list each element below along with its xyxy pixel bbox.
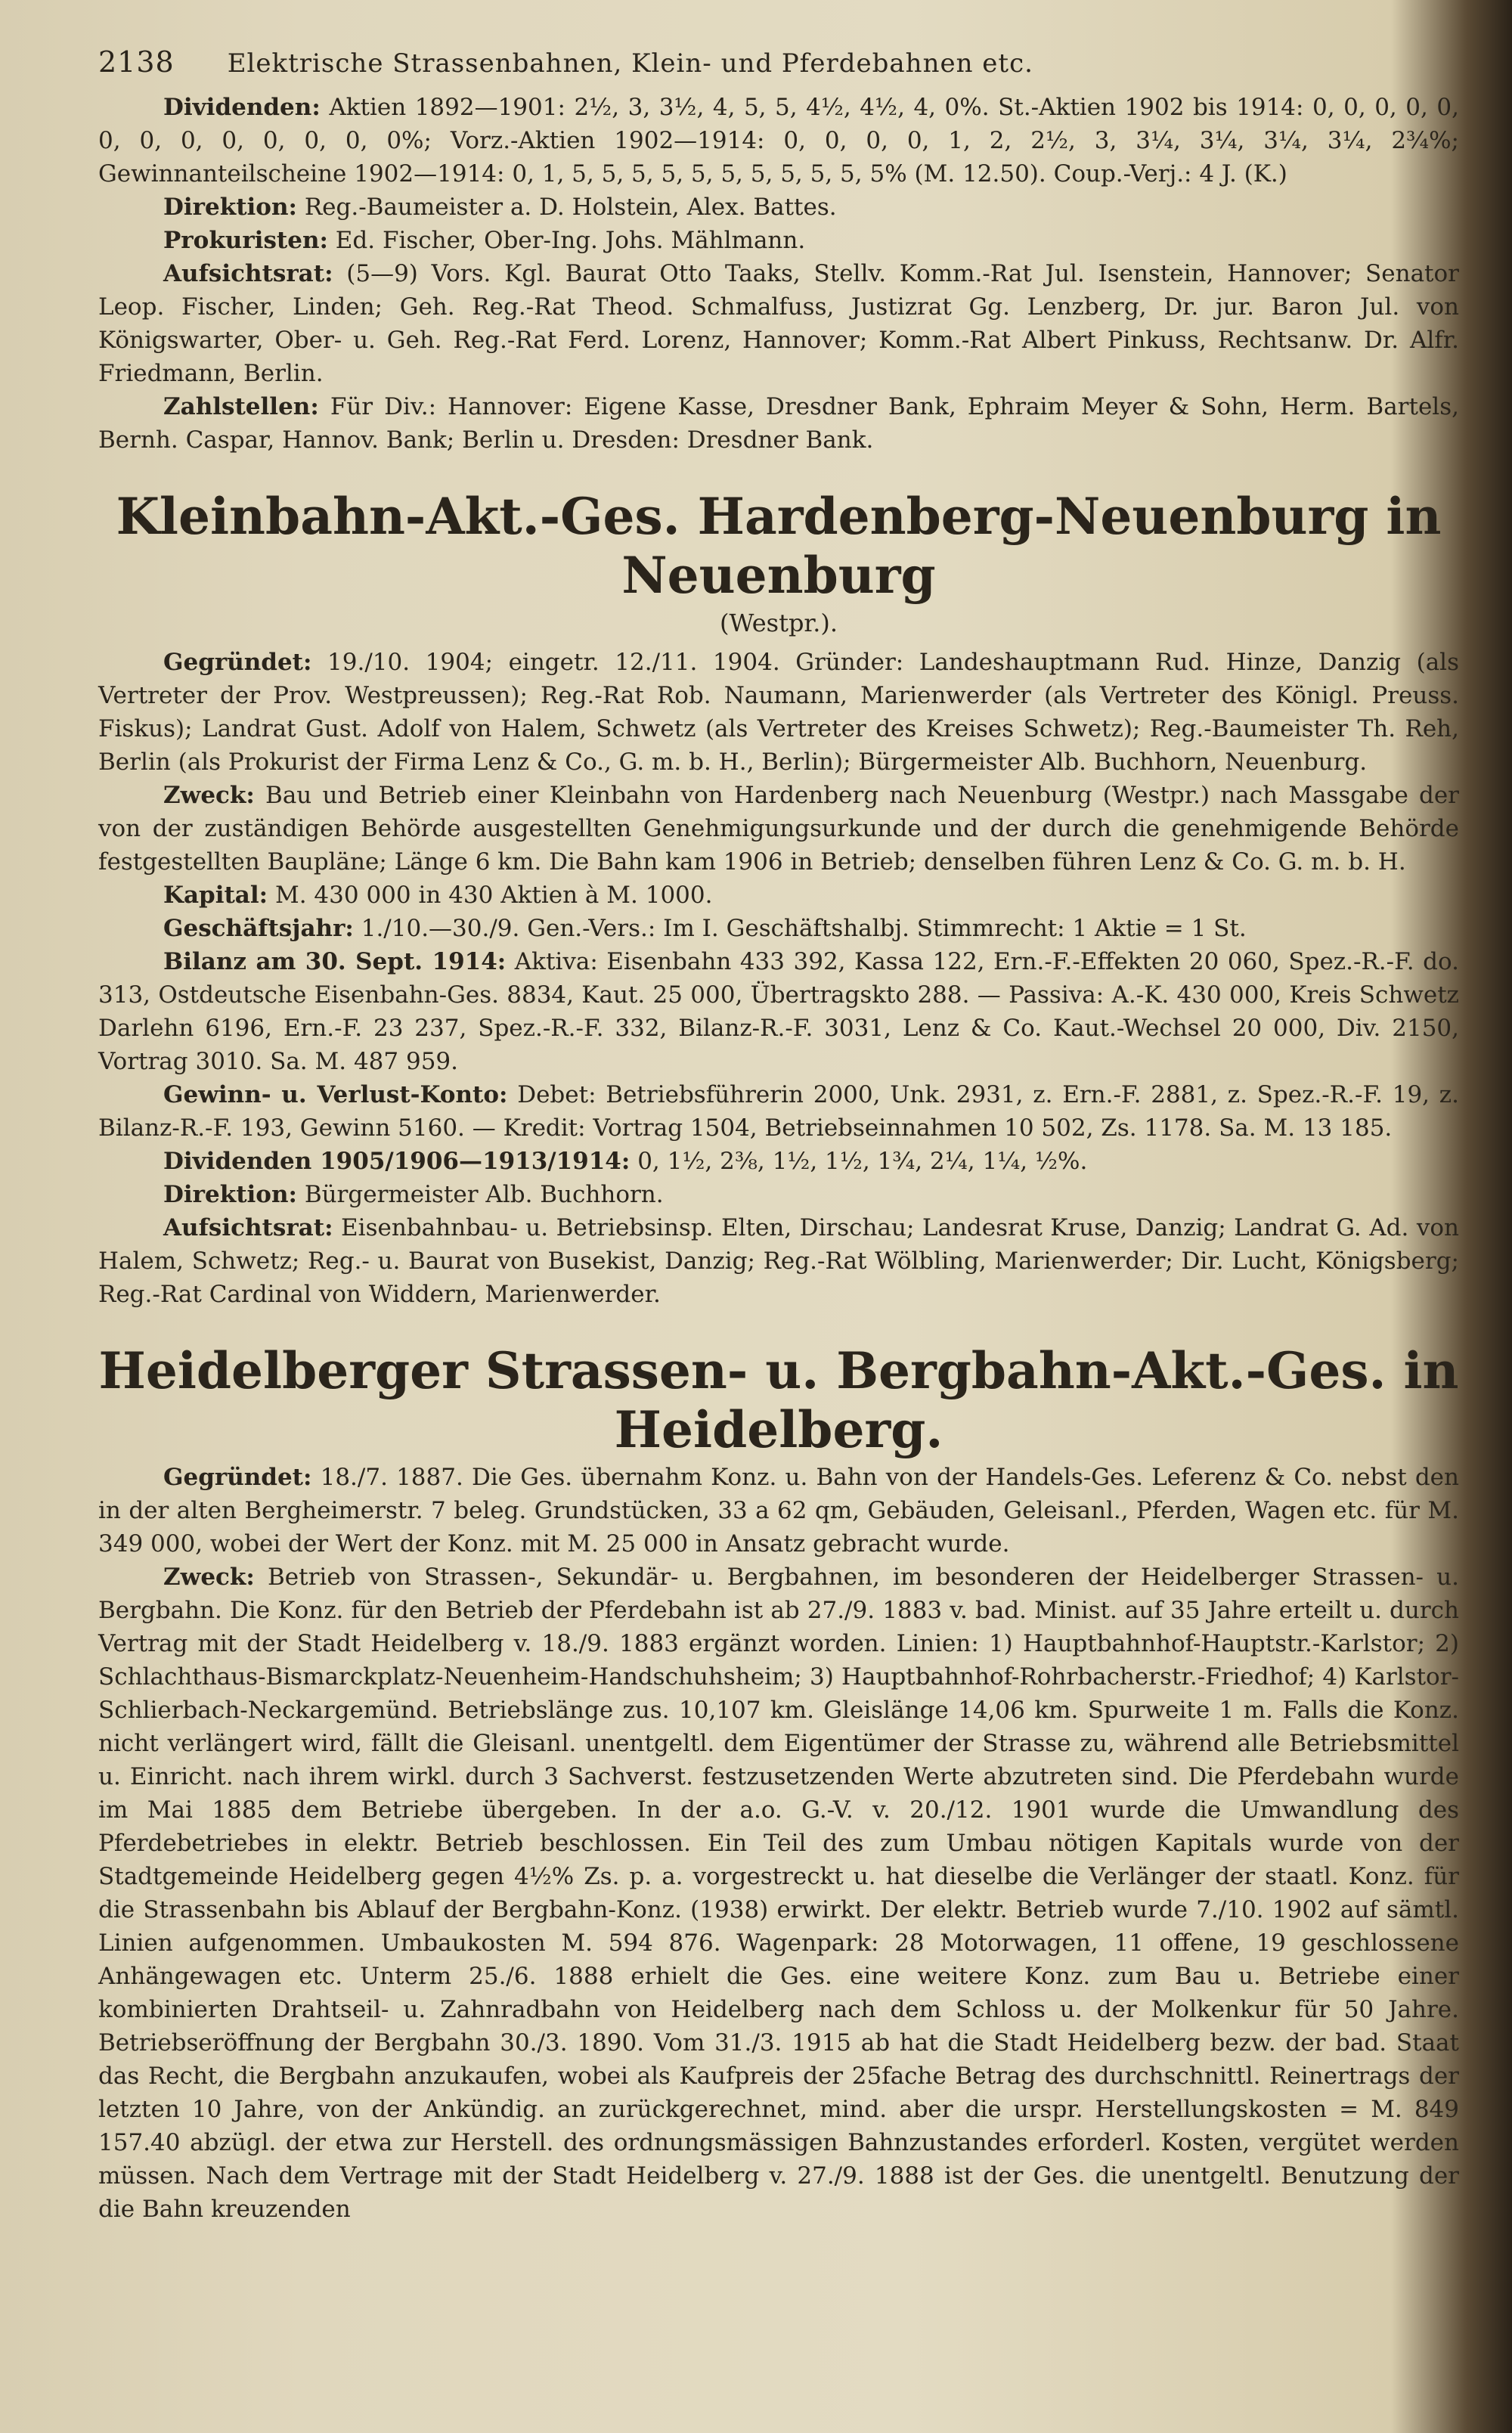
entry-paying-agents: Zahlstellen: Für Div.: Hannover: Eigene Kasse, Dresdner Bank, Ephraim Meyer & Sohn, Herm. Bartels, Bernh. Caspar, Hannov. Bank; Berlin u. Dresden: Dresdner Bank. [98, 393, 1459, 454]
entry-direction: Direktion: Bürgermeister Alb. Buchhorn. [163, 1181, 664, 1208]
section-kleinbahn-hardenberg [98, 487, 1459, 1311]
running-title: Elektrische Strassenbahnen, Klein- und Pferdebahnen etc. [227, 48, 1033, 79]
company-title: Heidelberger Strassen- u. Bergbahn-Akt.-Ges. in Heidelberg. [98, 1341, 1459, 1459]
entry-direction: Direktion: Reg.-Baumeister a. D. Holstein, Alex. Battes. [163, 194, 837, 221]
section-heidelberger-bahn [98, 1341, 1459, 2226]
entry-founded: Gegründet: 18./7. 1887. Die Ges. übernahm Konz. u. Bahn von der Handels-Ges. Leferenz & Co. nebst den in der alten Bergheimerstr. 7 beleg. Grundstücken, 33 a 62 qm, Gebäuden, Geleisanl., Pferden, Wagen etc. für M. 349 000, wobei der Wert der Konz. mit M. 25 000 in Ansatz gebracht wurde. [98, 1464, 1459, 1557]
entry-founded: Gegründet: 19./10. 1904; eingetr. 12./11. 1904. Gründer: Landeshauptmann Rud. Hinze, Danzig (als Vertreter der Prov. Westpreussen); Reg.-Rat Rob. Naumann, Marienwerder (als Vertreter des Königl. Preuss. Fiskus); Landrat Gust. Adolf von Halem, Schwetz (als Vertreter des Kreises Schwetz); Reg.-Baumeister Th. Reh, Berlin (als Prokurist der Firma Lenz & Co., G. m. b. H., Berlin); Bürgermeister Alb. Buchhorn, Neuenburg. [98, 649, 1460, 776]
page-column [98, 45, 1459, 2226]
entry-supervisory-board: Aufsichtsrat: Eisenbahnbau- u. Betriebsinsp. Elten, Dirschau; Landesrat Kruse, Danzig; Landrat G. Ad. von Halem, Schwetz; Reg.- u. Baurat von Busekist, Danzig; Reg.-Rat Wölbling, Marienwerder; Dir. Lucht, Königsberg; Reg.-Rat Cardinal von Widdern, Marienwerder. [98, 1214, 1459, 1308]
company-title: Kleinbahn-Akt.-Ges. Hardenberg-Neuenburg in Neuenburg [116, 487, 1442, 605]
entry-purpose: Zweck: Bau und Betrieb einer Kleinbahn von Hardenberg nach Neuenburg (Westpr.) nach Massgabe der von der zuständigen Behörde ausgestellten Genehmigungsurkunde und der durch die genehmigende Behörde festgestellten Baupläne; Länge 6 km. Die Bahn kam 1906 in Betrieb; denselben führen Lenz & Co. G. m. b. H. [98, 782, 1459, 876]
section-continuation [98, 91, 1459, 457]
entry-purpose: Zweck: Betrieb von Strassen-, Sekundär- u. Bergbahnen, im besonderen der Heidelberger Strassen- u. Bergbahn. Die Konz. für den Betrieb der Pferdebahn ist ab 27./9. 1883 v. bad. Minist. auf 35 Jahre erteilt u. durch Vertrag mit der Stadt Heidelberg v. 18./9. 1883 ergänzt worden. Linien: 1) Hauptbahnhof-Hauptstr.-Karlstor; 2) Schlachthaus-Bismarckplatz-Neuenheim-Handschuhsheim; 3) Hauptbahnhof-Rohrbacherstr.-Friedhof; 4) Karlstor-Schlierbach-Neckargemünd. Betriebslänge zus. 10,107 km. Gleislänge 14,06 km. Spurweite 1 m. Falls die Konz. nicht verlängert wird, fällt die Gleisanl. unentgeltl. dem Eigentümer der Strasse zu, während alle Betriebsmittel u. Einricht. nach ihrem wirkl. durch 3 Sachverst. festzusetzenden Werte abzutreten sind. Die Pferdebahn wurde im Mai 1885 dem Betriebe übergeben. In der a.o. G.-V. v. 20./12. 1901 wurde die Umwandlung des Pferdebetriebes in elektr. Betrieb beschlossen. Ein Teil des zum Umbau nötigen Kapitals wurde von der Stadtgemeinde Heidelberg gegen 4½% Zs. p. a. vorgestreckt u. hat dieselbe die Verlänger der staatl. Konz. für die Strassenbahn bis Ablauf der Bergbahn-Konz. (1938) erwirkt. Der elektr. Betrieb wurde 7./10. 1902 auf sämtl. Linien aufgenommen. Umbaukosten M. 594 876. Wagenpark: 28 Motorwagen, 11 offene, 19 geschlossene Anhängewagen etc. Unterm 25./6. 1888 erhielt die Ges. eine weitere Konz. zum Bau u. Betriebe einer kombinierten Drahtseil- u. Zahnradbahn von Heidelberg nach dem Schloss u. der Molkenkur für 50 Jahre. Betriebseröffnung der Bergbahn 30./3. 1890. Vom 31./3. 1915 ab hat die Stadt Heidelberg bezw. der bad. Staat das Recht, die Bergbahn anzukaufen, wobei als Kaufpreis der 25fache Betrag des durchschnittl. Reinertrags der letzten 10 Jahre, von der Ankündig. an zurückgerechnet, mind. aber die urspr. Herstellungskosten = M. 849 157.40 abzügl. der etwa zur Herstell. des ordnungsmässigen Bahnzustandes erforderl. Kosten, vergütet werden müssen. Nach dem Vertrage mit der Stadt Heidelberg v. 27./9. 1888 ist der Ges. die unentgeltl. Benutzung der die Bahn kreuzenden [98, 1564, 1459, 2223]
entry-balance-sheet: Bilanz am 30. Sept. 1914: Aktiva: Eisenbahn 433 392, Kassa 122, Ern.-F.-Effekten 20 060, Spez.-R.-F. do. 313, Ostdeutsche Eisenbahn-Ges. 8834, Kaut. 25 000, Übertragskto 288. — Passiva: A.-K. 430 000, Kreis Schwetz Darlehn 6196, Ern.-F. 23 237, Spez.-R.-F. 332, Bilanz-R.-F. 3031, Lenz & Co. Kaut.-Wechsel 20 000, Div. 2150, Vortrag 3010. Sa. M. 487 959. [98, 948, 1459, 1075]
company-location: (Westpr.). [719, 609, 838, 637]
entry-capital: Kapital: M. 430 000 in 430 Aktien à M. 1000. [163, 882, 713, 909]
running-header [98, 45, 1459, 91]
entry-fiscal-year: Geschäftsjahr: 1./10.—30./9. Gen.-Vers.: Im I. Geschäftshalbj. Stimmrecht: 1 Aktie = 1 St. [163, 915, 1247, 942]
entry-dividends: Dividenden: Aktien 1892—1901: 2½, 3, 3½, 4, 5, 5, 4½, 4½, 4, 0%. St.-Aktien 1902 bis 1914: 0, 0, 0, 0, 0, 0, 0, 0, 0, 0, 0, 0, 0%; Vorz.-Aktien 1902—1914: 0, 0, 0, 0, 1, 2, 2½, 3, 3¼, 3¼, 3¼, 3¼, 2¾%; Gewinnanteilscheine 1902—1914: 0, 1, 5, 5, 5, 5, 5, 5, 5, 5, 5, 5, 5% (M. 12.50). Coup.-Verj.: 4 J. (K.) [98, 94, 1459, 188]
page-number: 2138 [98, 45, 175, 79]
entry-profit-loss: Gewinn- u. Verlust-Konto: Debet: Betriebsführerin 2000, Unk. 2931, z. Ern.-F. 2881, z. Spez.-R.-F. 19, z. Bilanz-R.-F. 193, Gewinn 5160. — Kredit: Vortrag 1504, Betriebseinnahmen 10 502, Zs. 1178. Sa. M. 13 185. [98, 1081, 1459, 1142]
entry-dividends: Dividenden 1905/1906—1913/1914: 0, 1½, 2⅜, 1½, 1½, 1¾, 2¼, 1¼, ½%. [163, 1148, 1088, 1175]
entry-supervisory-board: Aufsichtsrat: (5—9) Vors. Kgl. Baurat Otto Taaks, Stellv. Komm.-Rat Jul. Isenstein, Hannover; Senator Leop. Fischer, Linden; Geh. Reg.-Rat Theod. Schmalfuss, Justizrat Gg. Lenzberg, Dr. jur. Baron Jul. von Königswarter, Ober- u. Geh. Reg.-Rat Ferd. Lorenz, Hannover; Komm.-Rat Albert Pinkuss, Rechtsanw. Dr. Alfr. Friedmann, Berlin. [98, 260, 1459, 387]
entry-prokuristen: Prokuristen: Ed. Fischer, Ober-Ing. Johs. Mählmann. [163, 227, 806, 254]
